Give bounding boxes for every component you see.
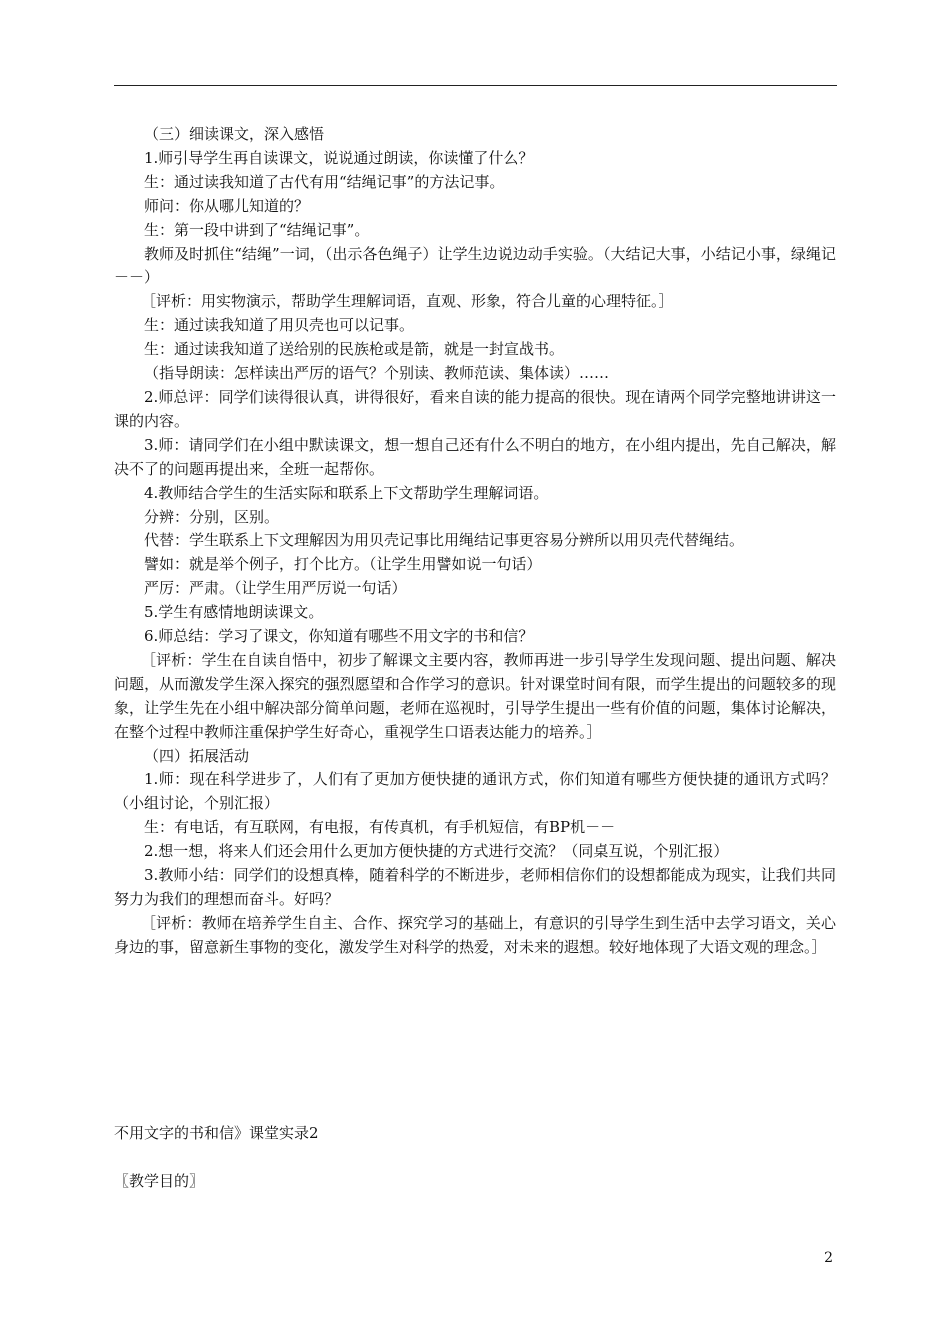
paragraph: 4.教师结合学生的生活实际和联系上下文帮助学生理解词语。: [144, 483, 549, 502]
paragraph: 严厉：严肃。（让学生用严厉说一句话）: [144, 579, 407, 598]
paragraph: 6.师总结：学习了课文，你知道有哪些不用文字的书和信？: [144, 627, 534, 646]
page-number: 2: [824, 1250, 833, 1266]
paragraph: （指导朗读：怎样读出严厉的语气？个别读、教师范读、集体读）……: [144, 364, 610, 383]
heading-section-4: （四）拓展活动: [144, 746, 250, 765]
lesson-title: 不用文字的书和信》课堂实录2: [114, 1124, 319, 1142]
paragraph: 1.师：现在科学进步了，人们有了更加方便快捷的通讯方式，你们知道有哪些方便快捷的通讯方式吗？（小组讨论，个别汇报）: [114, 770, 836, 813]
teaching-goals-heading: 〖教学目的〗: [114, 1172, 205, 1190]
paragraph: 3.教师小结：同学们的设想真棒，随着科学的不断进步，老师相信你们的设想都能成为现实，让我们共同努力为我们的理想而奋斗。好吗？: [114, 866, 836, 908]
paragraph: 师问：你从哪儿知道的？: [144, 196, 310, 215]
paragraph: 代替：学生联系上下文理解因为用贝壳记事比用绳结记事更容易分辨所以用贝壳代替绳结。: [144, 531, 745, 550]
paragraph: 5.学生有感情地朗读课文。: [144, 603, 324, 622]
annotation-paragraph: ［评析：用实物演示，帮助学生理解词语，直观、形象，符合儿童的心理特征。］: [141, 292, 674, 311]
paragraph: 1.师引导学生再自读课文，说说通过朗读，你读懂了什么？: [144, 148, 534, 167]
paragraph: 生：有电话，有互联网，有电报，有传真机，有手机短信，有BP机－－: [144, 818, 616, 837]
heading-section-3: （三）细读课文，深入感悟: [144, 125, 325, 143]
paragraph: 教师及时抓住“结绳”一词，（出示各色绳子）让学生边说边动手实验。（大结记大事，小结记小事，绿绳记－－）: [114, 244, 836, 287]
paragraph: 2.师总评：同学们读得很认真，讲得很好，看来自读的能力提高的很快。现在请两个同学完整地讲讲这一课的内容。: [114, 387, 836, 430]
paragraph: 3.师：请同学们在小组中默读课文，想一想自己还有什么不明白的地方，在小组内提出，先自己解决，解决不了的问题再提出来，全班一起帮你。: [114, 435, 836, 478]
paragraph: 生：通过读我知道了送给别的民族枪或是箭，就是一封宣战书。: [144, 340, 565, 359]
paragraph: 生：通过读我知道了古代有用“结绳记事”的方法记事。: [144, 172, 505, 191]
annotation-paragraph: ［评析：学生在自读自悟中，初步了解课文主要内容，教师再进一步引导学生发现问题、提出问题、解决问题，从而激发学生深入探究的强烈愿望和合作学习的意识。针对课堂时间有限，而学生提出的问题较多的现象，让学生先在小组中解决部分简单问题，老师在巡视时，引导学生提出一些有价值的问题，集体讨论解决，在整个过程中教师注重保护学生好奇心，重视学生口语表达能力的培养。］: [114, 650, 836, 741]
paragraph: 譬如：就是举个例子，打个比方。（让学生用譬如说一句话）: [144, 555, 542, 574]
paragraph: 生：通过读我知道了用贝壳也可以记事。: [144, 316, 415, 335]
paragraph: 分辨：分别，区别。: [144, 507, 280, 526]
header-rule: [114, 85, 837, 86]
paragraph: 2.想一想，将来人们还会用什么更加方便快捷的方式进行交流？（同桌互说，个别汇报）: [144, 842, 729, 861]
document-body: [114, 123, 836, 960]
paragraph: 生：第一段中讲到了“结绳记事”。: [144, 220, 370, 239]
annotation-paragraph: ［评析：教师在培养学生自主、合作、探究学习的基础上，有意识的引导学生到生活中去学习语文，关心身边的事，留意新生事物的变化，激发学生对科学的热爱，对未来的遐想。较好地体现了大语文观的理念。］: [114, 913, 836, 956]
